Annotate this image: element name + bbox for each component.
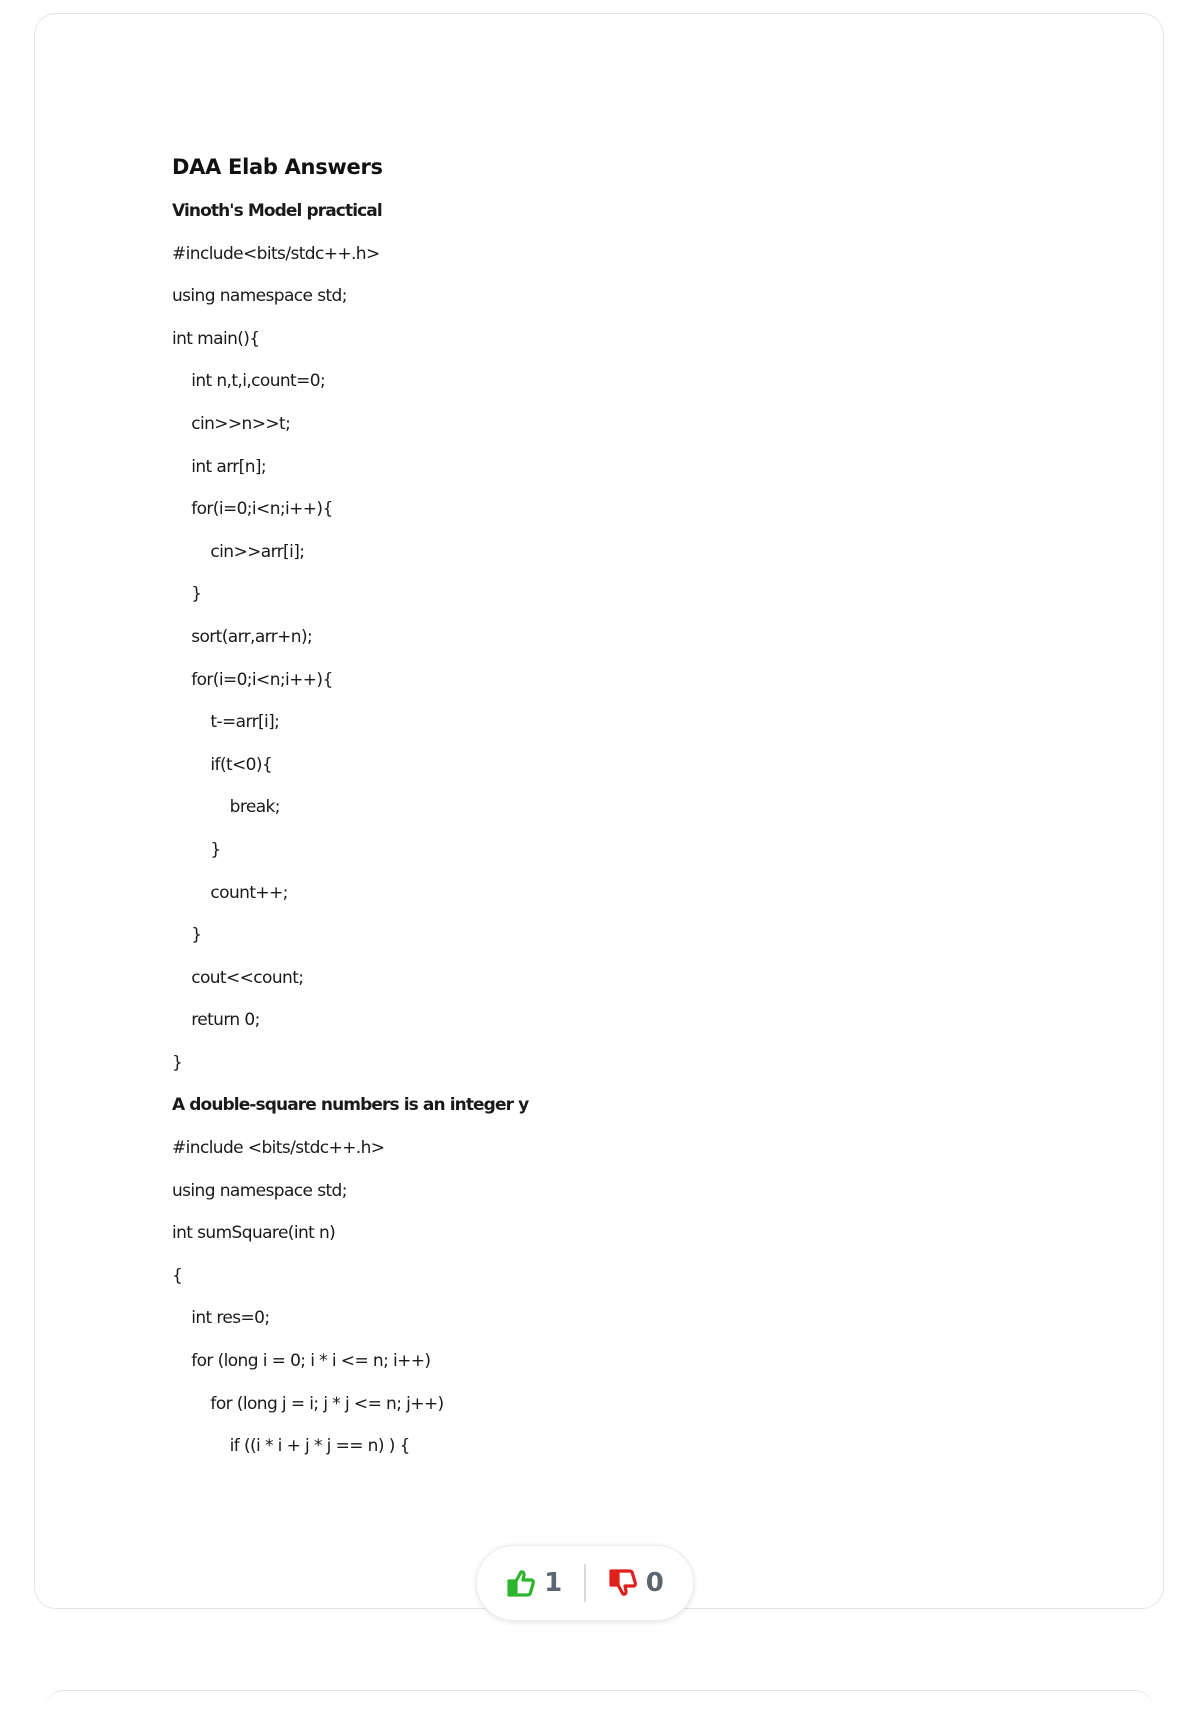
code-line: using namespace std; [172,1180,347,1201]
code-line: #include <bits/stdc++.h> [172,1138,385,1159]
code-line: cin>>arr[i]; [172,541,305,562]
code-line: t-=arr[i]; [172,712,280,733]
code-line: int sumSquare(int n) [172,1223,336,1244]
code-line: { [172,1265,183,1286]
code-line: } [172,925,202,946]
code-line: #include<bits/stdc++.h> [172,243,380,264]
code-lines [172,190,872,1468]
dislike-button[interactable] [586,1568,686,1598]
vote-bar [476,1545,694,1621]
like-button[interactable] [484,1568,584,1598]
section-heading: A double-square numbers is an integer y [172,1095,529,1116]
code-line: cout<<count; [172,967,304,988]
code-line: int arr[n]; [172,456,267,477]
code-line: } [172,584,202,605]
thumbs-down-icon [608,1568,638,1598]
code-line: if(t<0){ [172,754,273,775]
document-body [172,150,872,1468]
code-line: cin>>n>>t; [172,413,291,434]
code-line: using namespace std; [172,286,347,307]
code-line: break; [172,797,280,818]
dislike-count: 0 [645,1568,664,1598]
code-line: sort(arr,arr+n); [172,626,313,647]
code-line: int n,t,i,count=0; [172,371,326,392]
code-line: return 0; [172,1010,260,1031]
code-line: for(i=0;i<n;i++){ [172,499,333,520]
document-title: DAA Elab Answers [172,155,383,179]
like-count: 1 [544,1568,563,1598]
code-line: for (long i = 0; i * i <= n; i++) [172,1351,431,1372]
code-line: count++; [172,882,288,903]
code-line: for (long j = i; j * j <= n; j++) [172,1393,444,1414]
code-line: int main(){ [172,328,260,349]
next-post-card-edge [44,1690,1154,1711]
code-line: for(i=0;i<n;i++){ [172,669,333,690]
code-line: } [172,839,221,860]
code-line: } [172,1052,183,1073]
code-line: if ((i * i + j * j == n) ) { [172,1436,410,1457]
thumbs-up-icon [506,1568,536,1598]
section-heading: Vinoth's Model practical [172,201,382,221]
code-line: int res=0; [172,1308,270,1329]
